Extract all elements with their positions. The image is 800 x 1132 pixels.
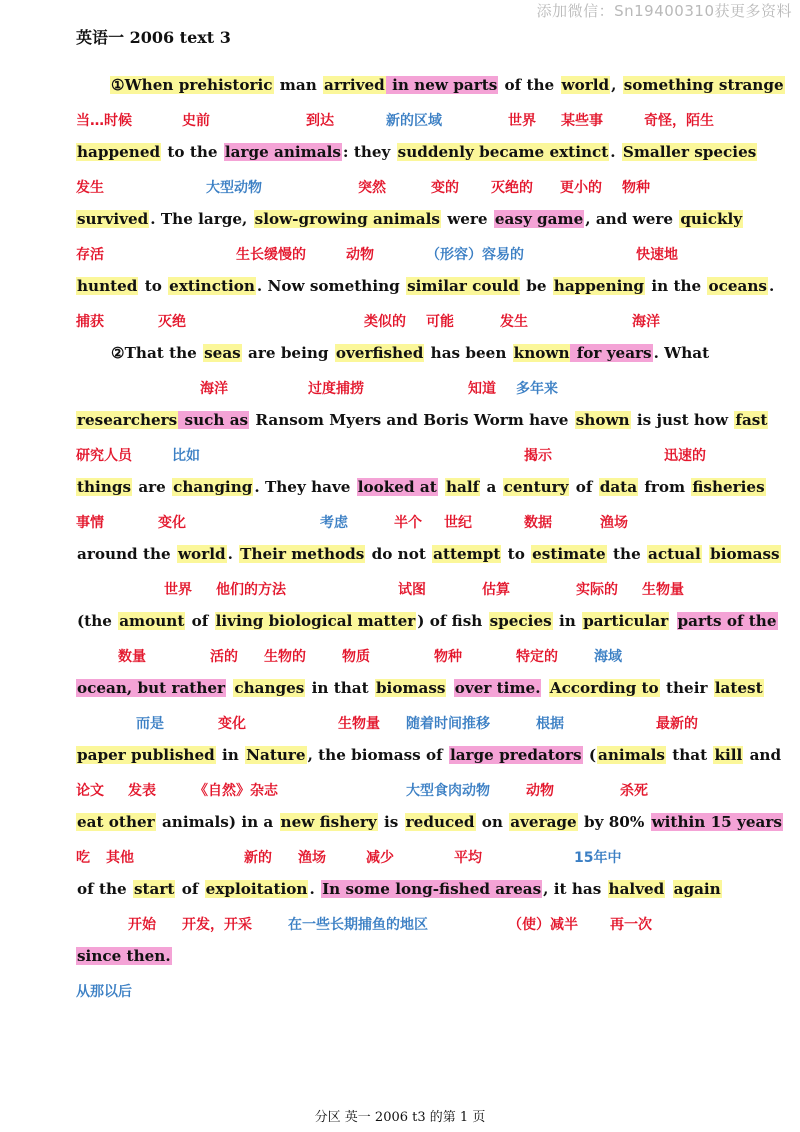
plain-text: in that	[306, 679, 374, 697]
chinese-gloss: 更小的	[560, 180, 602, 196]
highlight-phrase: in new parts	[386, 76, 498, 94]
plain-text	[438, 478, 445, 496]
chinese-gloss: 15年中	[574, 850, 622, 866]
plain-text: . The large,	[150, 210, 253, 228]
chinese-gloss: 在一些长期捕鱼的地区	[288, 917, 428, 933]
chinese-gloss: 发生	[76, 180, 104, 196]
highlight-word: actual	[648, 545, 701, 563]
highlight-word: changes	[234, 679, 305, 697]
highlight-phrase: within 15 years	[651, 813, 782, 831]
chinese-gloss: 考虑	[320, 515, 348, 531]
chinese-gloss: 类似的	[364, 314, 406, 330]
plain-text: the	[607, 545, 647, 563]
plain-text: of the	[499, 76, 560, 94]
plain-text: in the	[646, 277, 707, 295]
highlight-word: attempt	[433, 545, 501, 563]
highlight-phrase: such as	[179, 411, 249, 429]
highlight-word: overfished	[335, 344, 424, 362]
plain-text: .	[309, 880, 321, 898]
highlight-word: suddenly became extinct	[397, 143, 609, 161]
plain-text: (	[583, 746, 597, 764]
plain-text: has been	[425, 344, 512, 362]
gloss-row	[76, 110, 760, 132]
chinese-gloss: 比如	[172, 448, 200, 464]
highlight-word: paper published	[77, 746, 215, 764]
chinese-gloss: 特定的	[516, 649, 558, 665]
gloss-row	[76, 713, 760, 735]
highlight-word: seas	[204, 344, 241, 362]
chinese-gloss: 渔场	[600, 515, 628, 531]
chinese-gloss: 动物	[346, 247, 374, 263]
highlight-word: quickly	[680, 210, 743, 228]
highlight-word: fisheries	[692, 478, 765, 496]
highlight-phrase: easy game	[494, 210, 584, 228]
plain-text: is	[378, 813, 404, 831]
plain-text	[541, 679, 548, 697]
chinese-gloss: 半个	[394, 515, 422, 531]
highlight-phrase: looked at	[357, 478, 437, 496]
chinese-gloss: 发表	[128, 783, 156, 799]
chinese-gloss: 其他	[106, 850, 134, 866]
plain-text	[669, 612, 676, 630]
highlight-word: halved	[608, 880, 665, 898]
gloss-row	[76, 512, 760, 534]
highlight-phrase: large animals	[224, 143, 341, 161]
chinese-gloss: 生物量	[338, 716, 380, 732]
highlight-phrase: parts of the	[677, 612, 777, 630]
chinese-gloss: 海域	[594, 649, 622, 665]
plain-text: and	[744, 746, 782, 764]
chinese-gloss: 物质	[342, 649, 370, 665]
chinese-gloss: 新的	[244, 850, 272, 866]
highlight-word: species	[489, 612, 552, 630]
chinese-gloss: 论文	[76, 783, 104, 799]
highlight-word: happened	[77, 143, 161, 161]
chinese-gloss: 再一次	[610, 917, 652, 933]
chinese-gloss: 可能	[426, 314, 454, 330]
plain-text: of	[176, 880, 204, 898]
highlight-word: biomass	[375, 679, 446, 697]
chinese-gloss: 捕获	[76, 314, 104, 330]
highlight-word: new fishery	[280, 813, 377, 831]
highlight-word: things	[77, 478, 132, 496]
highlight-word: start	[133, 880, 175, 898]
gloss-row	[76, 646, 760, 668]
chinese-gloss: 海洋	[200, 381, 228, 397]
chinese-gloss: 杀死	[620, 783, 648, 799]
plain-text	[446, 679, 453, 697]
plain-text: in	[553, 612, 582, 630]
highlight-phrase: since then.	[77, 947, 171, 965]
plain-text: . They have	[254, 478, 356, 496]
document-title: 英语一 2006 text 3	[76, 28, 231, 47]
plain-text: is just how	[631, 411, 734, 429]
chinese-gloss: 生物量	[642, 582, 684, 598]
plain-text: . Now something	[256, 277, 406, 295]
plain-text: do not	[366, 545, 432, 563]
passage-line	[76, 272, 775, 302]
highlight-word: data	[599, 478, 638, 496]
plain-text: their	[660, 679, 713, 697]
highlight-phrase: ocean, but rather	[77, 679, 226, 697]
passage-line	[76, 875, 730, 905]
highlight-word: changing	[173, 478, 253, 496]
highlight-word: century	[503, 478, 569, 496]
highlight-word: animals	[598, 746, 665, 764]
highlight-word: similar could	[407, 277, 519, 295]
passage-line	[76, 942, 730, 972]
highlight-word: researchers	[77, 411, 178, 429]
chinese-gloss: 事情	[76, 515, 104, 531]
plain-text: , and were	[585, 210, 679, 228]
highlight-word: Their methods	[240, 545, 365, 563]
highlight-word: known	[513, 344, 570, 362]
plain-text: ②That the	[111, 344, 203, 362]
chinese-gloss: 突然	[358, 180, 386, 196]
chinese-gloss: 奇怪，陌生	[644, 113, 714, 129]
chinese-gloss: 根据	[536, 716, 564, 732]
chinese-gloss: 生长缓慢的	[236, 247, 306, 263]
highlight-phrase: over time.	[454, 679, 541, 697]
gloss-row	[76, 244, 760, 266]
plain-text: by 80%	[578, 813, 650, 831]
chinese-gloss: 存活	[76, 247, 104, 263]
chinese-gloss: 世界	[508, 113, 536, 129]
gloss-row	[76, 378, 760, 400]
highlight-word: oceans	[708, 277, 767, 295]
plain-text	[665, 880, 672, 898]
chinese-gloss: 新的区域	[386, 113, 442, 129]
highlight-word: Nature	[246, 746, 306, 764]
plain-text: were	[441, 210, 493, 228]
highlight-word: average	[510, 813, 577, 831]
highlight-word: reduced	[405, 813, 475, 831]
passage-line	[76, 674, 763, 704]
highlight-word: particular	[583, 612, 669, 630]
chinese-gloss: 发生	[500, 314, 528, 330]
highlight-word: world	[177, 545, 226, 563]
passage-line	[76, 741, 782, 771]
plain-text: to the	[162, 143, 223, 161]
highlight-word: again	[673, 880, 721, 898]
gloss-row	[76, 579, 760, 601]
plain-text: are being	[242, 344, 334, 362]
chinese-gloss: 快速地	[636, 247, 678, 263]
passage-line	[110, 71, 784, 101]
highlight-word: shown	[575, 411, 630, 429]
chinese-gloss: 实际的	[576, 582, 618, 598]
highlight-word: estimate	[532, 545, 606, 563]
chinese-gloss: 试图	[398, 582, 426, 598]
chinese-gloss: 过度捕捞	[308, 381, 364, 397]
chinese-gloss: 随着时间推移	[406, 716, 490, 732]
plain-text: .	[227, 545, 239, 563]
chinese-gloss: 当…时候	[76, 113, 132, 129]
highlight-word: eat other	[77, 813, 155, 831]
highlight-word: something strange	[623, 76, 784, 94]
plain-text: of the	[77, 880, 132, 898]
highlight-phrase: large predators	[449, 746, 582, 764]
chinese-gloss: 开始	[128, 917, 156, 933]
chinese-gloss: 多年来	[516, 381, 558, 397]
chinese-gloss: 估算	[482, 582, 510, 598]
gloss-row	[76, 981, 760, 1003]
highlight-word: survived	[77, 210, 149, 228]
plain-text: .	[610, 143, 621, 161]
plain-text: , the biomass of	[307, 746, 448, 764]
gloss-row	[76, 177, 760, 199]
highlight-word: exploitation	[205, 880, 308, 898]
gloss-row	[76, 914, 760, 936]
chinese-gloss: 最新的	[656, 716, 698, 732]
highlight-word: living biological matter	[215, 612, 416, 630]
chinese-gloss: （形容）容易的	[426, 247, 524, 263]
passage-line	[76, 406, 768, 436]
passage-line	[76, 473, 765, 503]
plain-text: a	[481, 478, 502, 496]
chinese-gloss: 变化	[158, 515, 186, 531]
chinese-gloss: 而是	[136, 716, 164, 732]
plain-text: of	[570, 478, 598, 496]
chinese-gloss: 某些事	[561, 113, 603, 129]
chinese-gloss: 开发，开采	[182, 917, 252, 933]
page-footer: 分区 英一 2006 t3 的第 1 页	[314, 1110, 486, 1125]
chinese-gloss: 知道	[468, 381, 496, 397]
passage-line	[76, 540, 780, 570]
chinese-gloss: 数量	[118, 649, 146, 665]
chinese-gloss: 平均	[454, 850, 482, 866]
highlight-word: hunted	[77, 277, 138, 295]
plain-text: to	[139, 277, 168, 295]
chinese-gloss: 物种	[434, 649, 462, 665]
plain-text: around the	[77, 545, 176, 563]
plain-text: animals) in a	[156, 813, 279, 831]
highlight-word: slow-growing animals	[254, 210, 440, 228]
plain-text: be	[520, 277, 552, 295]
plain-text: .	[768, 277, 775, 295]
highlight-phrase: In some long-fished areas	[322, 880, 542, 898]
chinese-gloss: 变化	[218, 716, 246, 732]
chinese-gloss: 活的	[210, 649, 238, 665]
chinese-gloss: 迅速的	[664, 448, 706, 464]
passage-line	[76, 138, 757, 168]
chinese-gloss: 《自然》杂志	[194, 783, 278, 799]
chinese-gloss: 研究人员	[76, 448, 132, 464]
plain-text	[702, 545, 709, 563]
chinese-gloss: 灭绝的	[491, 180, 533, 196]
plain-text: man	[274, 76, 323, 94]
highlight-word: happening	[553, 277, 645, 295]
highlight-word: According to	[549, 679, 659, 697]
chinese-gloss: 世纪	[444, 515, 472, 531]
chinese-gloss: 数据	[524, 515, 552, 531]
passage-line	[76, 607, 777, 637]
passage-line	[76, 808, 782, 838]
highlight-word: world	[561, 76, 610, 94]
plain-text: , it has	[543, 880, 607, 898]
highlight-phrase: for years	[571, 344, 652, 362]
plain-text: to	[502, 545, 531, 563]
highlight-word: half	[446, 478, 480, 496]
plain-text: (the	[77, 612, 118, 630]
gloss-row	[76, 780, 760, 802]
gloss-row	[76, 311, 760, 333]
plain-text: on	[476, 813, 509, 831]
highlight-word: kill	[714, 746, 743, 764]
highlight-word: extinction	[169, 277, 255, 295]
passage-line	[110, 339, 730, 369]
plain-text: ,	[611, 76, 622, 94]
watermark: 添加微信：Sn19400310获更多资料	[536, 2, 792, 20]
highlight-word: arrived	[324, 76, 385, 94]
plain-text: Ransom Myers and Boris Worm have	[250, 411, 574, 429]
chinese-gloss: 动物	[526, 783, 554, 799]
highlight-word: biomass	[710, 545, 780, 563]
highlight-word: latest	[714, 679, 763, 697]
highlight-word: Smaller species	[622, 143, 757, 161]
highlight-word: fast	[735, 411, 768, 429]
chinese-gloss: 吃	[76, 850, 90, 866]
chinese-gloss: 从那以后	[76, 984, 132, 1000]
chinese-gloss: 减少	[366, 850, 394, 866]
highlight-word: ①When prehistoric	[111, 76, 273, 94]
plain-text: : they	[342, 143, 396, 161]
plain-text: ) of fish	[417, 612, 488, 630]
chinese-gloss: 他们的方法	[216, 582, 286, 598]
plain-text: in	[216, 746, 245, 764]
chinese-gloss: 变的	[431, 180, 459, 196]
plain-text: . What	[653, 344, 710, 362]
chinese-gloss: 大型动物	[206, 180, 262, 196]
highlight-word: amount	[119, 612, 185, 630]
chinese-gloss: 史前	[182, 113, 210, 129]
plain-text: that	[666, 746, 713, 764]
chinese-gloss: 海洋	[632, 314, 660, 330]
gloss-row	[76, 847, 760, 869]
chinese-gloss: 世界	[164, 582, 192, 598]
chinese-gloss: 揭示	[524, 448, 552, 464]
plain-text: of	[186, 612, 214, 630]
chinese-gloss: （使）减半	[508, 917, 578, 933]
chinese-gloss: 灭绝	[158, 314, 186, 330]
chinese-gloss: 大型食肉动物	[406, 783, 490, 799]
chinese-gloss: 渔场	[298, 850, 326, 866]
passage-line	[76, 205, 743, 235]
chinese-gloss: 生物的	[264, 649, 306, 665]
chinese-gloss: 物种	[622, 180, 650, 196]
gloss-row	[76, 445, 760, 467]
plain-text: are	[133, 478, 172, 496]
chinese-gloss: 到达	[306, 113, 334, 129]
plain-text: from	[639, 478, 691, 496]
